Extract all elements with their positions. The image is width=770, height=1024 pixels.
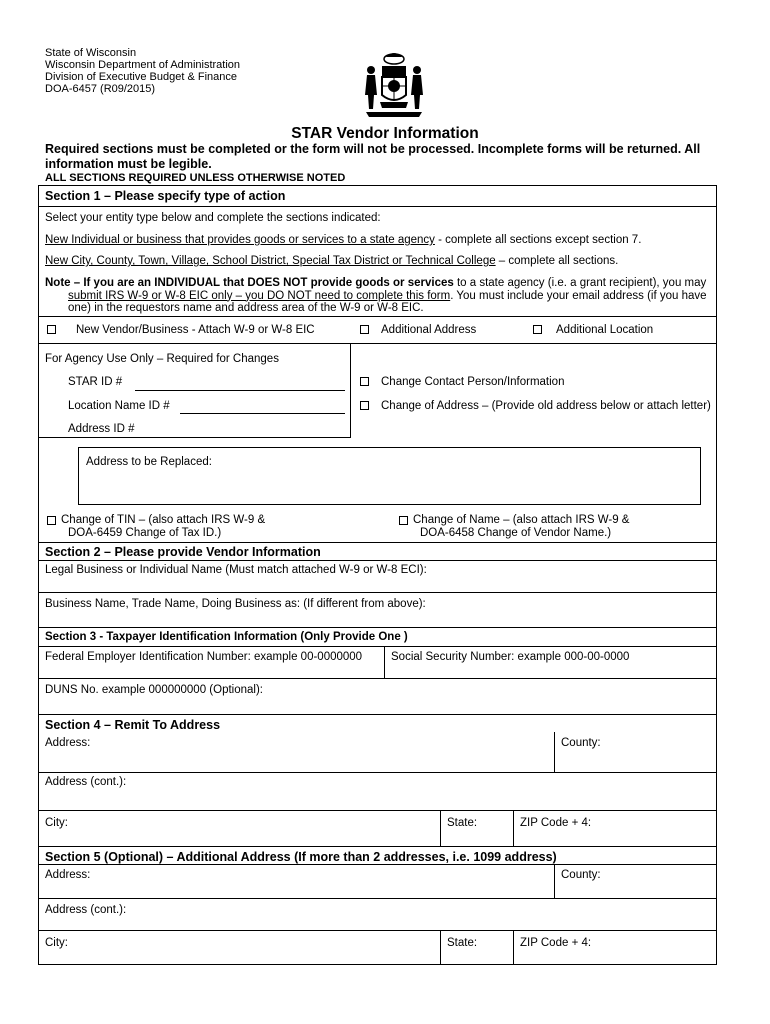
- duns-label: DUNS No. example 000000000 (Optional):: [45, 684, 263, 696]
- new-city-line: New City, County, Town, Village, School District, Special Tax District or Technical College – complete all sections.: [45, 255, 619, 267]
- additional-city-label: City:: [45, 937, 68, 949]
- required-notice-line2: information must be legible.: [45, 157, 212, 171]
- required-notice-line1: Required sections must be completed or the form will not be processed. Incomplete forms will be returned. All: [45, 142, 701, 156]
- additional-location-label: Additional Location: [556, 324, 654, 336]
- section3-heading: Section 3 - Taxpayer Identification Information (Only Provide One ): [45, 631, 408, 643]
- change-tin-checkbox[interactable]: [47, 516, 56, 525]
- section5-heading: Section 5 (Optional) – Additional Address (If more than 2 addresses, i.e. 1099 address): [45, 850, 557, 864]
- section1-heading: Section 1 – Please specify type of action: [45, 189, 286, 203]
- remit-county-label: County:: [561, 737, 601, 749]
- entity-select-instruction: Select your entity type below and complete the sections indicated:: [45, 212, 381, 224]
- change-tin-label: Change of TIN – (also attach IRS W-9 & DOA-6459 Change of Tax ID.): [61, 514, 266, 539]
- form-title: STAR Vendor Information: [291, 125, 479, 142]
- additional-county-label: County:: [561, 869, 601, 881]
- business-name-label: Business Name, Trade Name, Doing Business as: (If different from above):: [45, 598, 426, 610]
- change-name-checkbox[interactable]: [399, 516, 408, 525]
- header-line-department: Wisconsin Department of Administration: [45, 59, 241, 71]
- individual-note: Note – If you are an INDIVIDUAL that DOES NOT provide goods or services to a state agency (i.e. a grant recipient), you may submit IRS W-9 or W-8 EIC only – you DO NOT need to complete this form. You must include your email address (if you have one) in the requestors name and address area of the W-9 or W-8 EIC.: [45, 277, 707, 314]
- ssn-label: Social Security Number: example 000-00-0000: [391, 651, 630, 663]
- header-line-form-number: DOA-6457 (R09/2015): [45, 83, 156, 95]
- change-contact-checkbox[interactable]: [360, 377, 369, 386]
- section4-heading: Section 4 – Remit To Address: [45, 718, 221, 732]
- additional-location-checkbox[interactable]: [533, 325, 542, 334]
- new-vendor-checkbox[interactable]: [47, 325, 56, 334]
- remit-city-label: City:: [45, 817, 68, 829]
- remit-address-label: Address:: [45, 737, 91, 749]
- star-id-label: STAR ID #: [68, 376, 123, 388]
- remit-address-cont-label: Address (cont.):: [45, 776, 127, 788]
- new-vendor-label: New Vendor/Business - Attach W-9 or W-8 EIC: [76, 324, 315, 336]
- new-city-link: New City, County, Town, Village, School District, Special Tax District or Technical College: [45, 255, 496, 267]
- additional-address-field-label: Address:: [45, 869, 91, 881]
- remit-state-label: State:: [447, 817, 478, 829]
- address-replaced-label: Address to be Replaced:: [86, 456, 212, 468]
- agency-header: [45, 47, 240, 95]
- additional-address-checkbox[interactable]: [360, 325, 369, 334]
- agency-use-label: For Agency Use Only – Required for Changes: [45, 353, 279, 365]
- remit-zip-label: ZIP Code + 4:: [520, 817, 592, 829]
- change-contact-label: Change Contact Person/Information: [381, 376, 565, 388]
- additional-zip-label: ZIP Code + 4:: [520, 937, 592, 949]
- header-line-state: State of Wisconsin: [45, 47, 137, 59]
- location-name-id-field[interactable]: [180, 413, 345, 414]
- star-id-field[interactable]: [135, 390, 345, 391]
- new-individual-line: New Individual or business that provides goods or services to a state agency - complete all sections except section 7.: [45, 234, 642, 246]
- required-notice: [45, 142, 700, 172]
- change-address-label: Change of Address – (Provide old address below or attach letter): [381, 400, 711, 412]
- new-individual-link: New Individual or business that provides goods or services to a state agency: [45, 234, 435, 246]
- section2-heading: Section 2 – Please provide Vendor Information: [45, 545, 321, 559]
- state-seal-icon: [358, 50, 430, 118]
- change-address-checkbox[interactable]: [360, 401, 369, 410]
- legal-name-label: Legal Business or Individual Name (Must match attached W-9 or W-8 ECI):: [45, 564, 427, 576]
- additional-address-label: Additional Address: [381, 324, 477, 336]
- location-name-id-label: Location Name ID #: [68, 400, 170, 412]
- additional-state-label: State:: [447, 937, 478, 949]
- fein-label: Federal Employer Identification Number: example 00-0000000: [45, 651, 363, 663]
- header-line-division: Division of Executive Budget & Finance: [45, 71, 237, 83]
- all-sections-required: ALL SECTIONS REQUIRED UNLESS OTHERWISE NOTED: [45, 172, 346, 184]
- additional-address-cont-label: Address (cont.):: [45, 904, 127, 916]
- change-name-label: Change of Name – (also attach IRS W-9 & DOA-6458 Change of Vendor Name.): [413, 514, 630, 539]
- address-id-label: Address ID #: [68, 423, 135, 435]
